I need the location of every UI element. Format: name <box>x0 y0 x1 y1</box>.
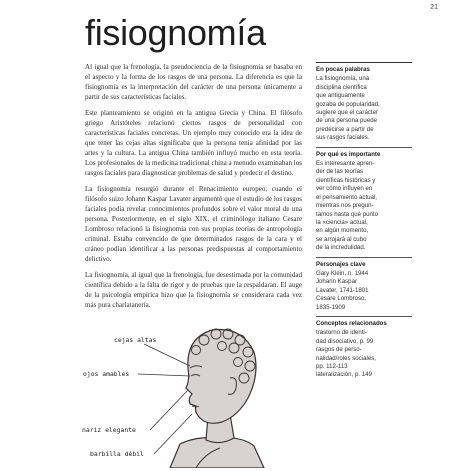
paragraph: La fisiognomía, al igual que la frenología, fue desestimada por la comunidad científica debido a la falta de rigor y de pruebas que la respaldaran. El auge de la psicología empírica hizo que la fisiognomía se considerara cada vez más pura charlatanería. <box>85 271 302 309</box>
sidebar <box>316 62 412 384</box>
sidebar-line: pp. 112-113 <box>316 363 348 370</box>
sidebar-line: nalidad/roles sociales, <box>316 354 376 362</box>
sidebar-line: dad disociativo, p. 99 <box>316 337 374 345</box>
label-barbilla-debil: barbilla débil <box>90 450 144 458</box>
nutshell-heading: En pocas palabras <box>316 66 370 73</box>
paragraph: Al igual que la frenología, la pseudociencia de la fisiognomía se basaba en el aspecto y la forma de los rasgos de una persona. La diferencia es que la fisiognomía es la interpretación del carácter de una persona únicamente a partir de sus características faciales. <box>85 63 302 101</box>
sidebar-line: sus rasgos faciales. <box>316 134 370 142</box>
paragraph: Este planteamiento se originó en la antigua Grecia y China. El filósofo griego Aristóteles relacionó ciertos rasgos de personalidad con características faciales concretas. Un ejemplo muy conocido era la idea de que tener las cejas altas significaba que la persona tenía afinidad por las artes y la cultura. La antigua China también influyó mucho en esta teoría. Los profesionales de la medicina tradicional china a menudo examinaban los rasgos faciales para diagnosticar problemas de salud y predecir el destino. <box>85 109 302 177</box>
sidebar-line: der de las teorías <box>316 168 364 176</box>
paragraph: La fisiognomía resurgió durante el Renacimiento europeo, cuando el filósofo suizo Johann Kaspar Lavater argumentó que el estudio de los rasgos faciales podía revelar conocimientos profundos sobre el valor moral de una persona. Posteriormente, en el siglo XIX, el criminólogo italiano Cesare Lombroso relacionó la fisiognomía con sus propias teorías de antropología criminal. Estaba convencido de que determinados rasgos de la cara y el cráneo podían identificar a las personas predispuestas al comportamiento delictivo. <box>85 185 302 263</box>
people-heading: Personajes clave <box>316 260 366 268</box>
sidebar-line: la «ciencia» actual, <box>316 218 368 226</box>
bust-illustration <box>78 318 318 468</box>
sidebar-line: lateralización, p. 149 <box>316 371 372 379</box>
sidebar-line: de la incredulidad. <box>316 244 366 252</box>
sidebar-line: que antiguamente <box>316 92 365 100</box>
sidebar-line: Es interesante apren- <box>316 160 375 168</box>
sidebar-line: ver cómo influyen en <box>316 185 373 193</box>
sidebar-line: tamos hasta qué punto <box>316 210 378 218</box>
related-block <box>316 317 412 384</box>
page-number: 21 <box>430 4 438 11</box>
sidebar-line: gozaba de popularidad, <box>316 100 380 108</box>
importance-block <box>316 148 412 258</box>
people-block <box>316 258 412 317</box>
main-text <box>85 62 302 316</box>
label-ojos-amables: ojos amables <box>83 370 130 378</box>
sidebar-line: en algún momento, <box>316 227 369 235</box>
sidebar-line: de una persona puede <box>316 117 377 125</box>
importance-heading: Por qué es importante <box>316 150 381 158</box>
sidebar-line: 1835-1909 <box>316 303 346 311</box>
pointer-lines <box>138 344 192 454</box>
sidebar-line: científicas históricas y <box>316 176 376 184</box>
related-heading: Conceptos relacionados <box>316 319 387 327</box>
sidebar-line: predecirse a partir de <box>316 125 374 133</box>
sidebar-line: disciplina científica <box>316 83 367 91</box>
nutshell-block <box>316 63 412 148</box>
label-cejas-altas: cejas altas <box>114 336 157 344</box>
sidebar-line: Gary Klein, n. 1944 <box>316 269 369 277</box>
sidebar-line: Lavater, 1741-1801 <box>316 286 369 294</box>
sidebar-line: mientras nos pregun- <box>316 202 374 210</box>
sidebar-line: el pensamiento actual, <box>316 193 377 201</box>
sidebar-line: La fisiognomía, una <box>316 75 370 83</box>
label-nariz-elegante: nariz elegante <box>82 426 136 434</box>
bust-head <box>186 329 256 423</box>
sidebar-line: Cesare Lombroso, <box>316 295 367 303</box>
sidebar-line: se arrojará al cubo <box>316 235 367 243</box>
sidebar-line: trastorno de identi- <box>316 329 367 337</box>
sidebar-line: sugiere que el carácter <box>316 109 378 117</box>
sidebar-line: Johann Kaspar <box>316 278 357 286</box>
page-title: fisiognomía <box>85 12 266 53</box>
sidebar-line: rasgos de perso- <box>316 346 362 354</box>
